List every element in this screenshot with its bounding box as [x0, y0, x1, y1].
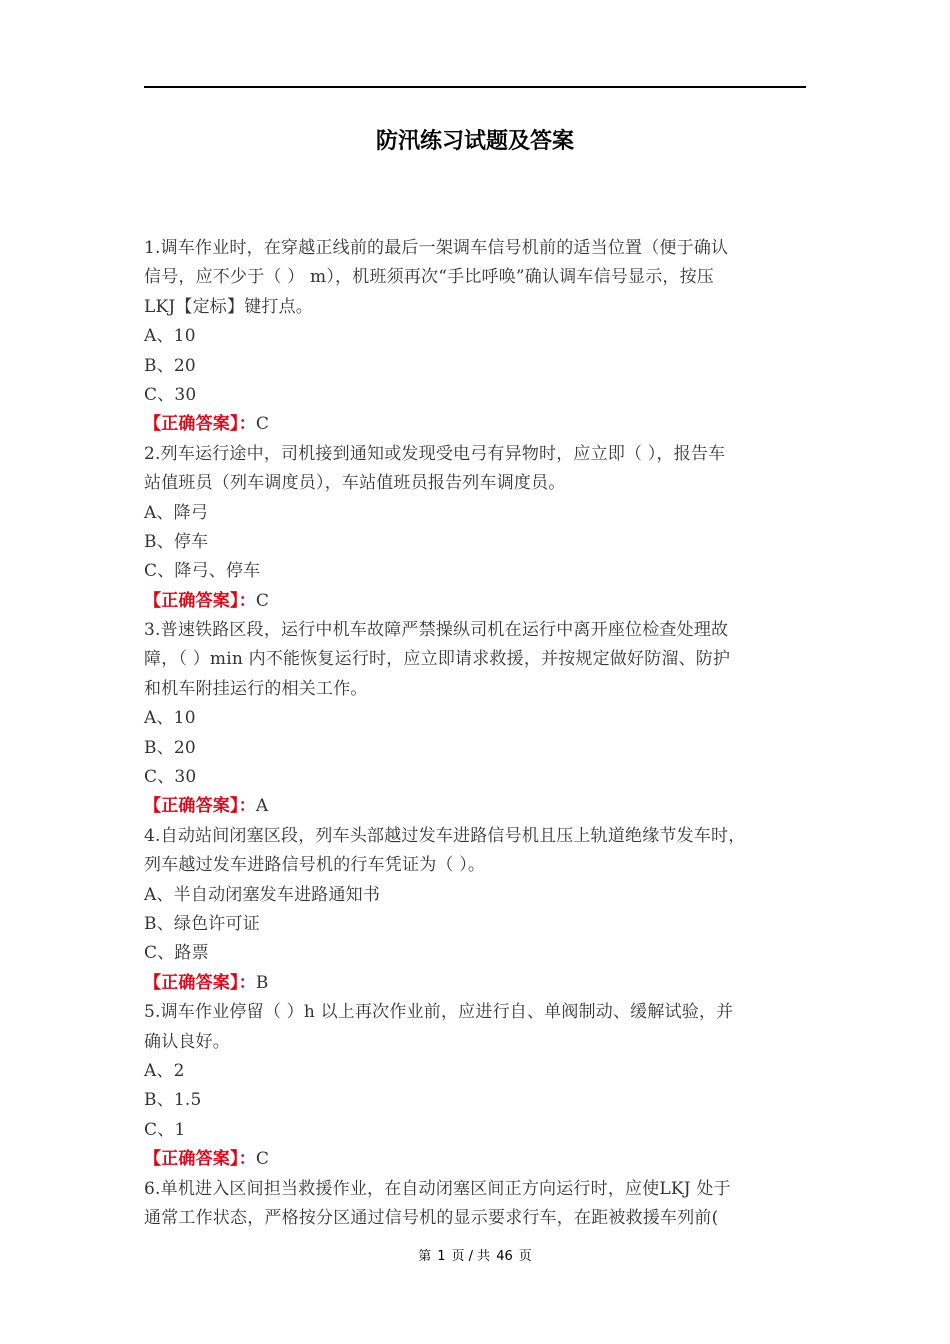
- option-b: B、停车: [144, 531, 209, 552]
- option-b: B、绿色许可证: [144, 913, 260, 934]
- correct-answer: [144, 792, 808, 821]
- correct-answer: [144, 587, 808, 616]
- question-6: [144, 1175, 808, 1234]
- question-stem-line: 2.列车运行途中，司机接到通知或发现受电弓有异物时，应立即（ ），报告车: [144, 443, 726, 464]
- question-stem-line: 信号，应不少于（ ） m），机班须再次“手比呼唤”确认调车信号显示，按压: [144, 267, 715, 288]
- option-c: C、降弓、停车: [144, 561, 261, 582]
- question-stem-line: 障，（ ）min 内不能恢复运行时，应立即请求救援，并按规定做好防溜、防护: [144, 649, 731, 670]
- question-stem-line: LKJ【定标】键打点。: [144, 296, 314, 317]
- option-b: B、1.5: [144, 1090, 202, 1111]
- answer-value: C: [255, 414, 270, 435]
- question-stem-line: 确认良好。: [144, 1031, 230, 1052]
- question-4: [144, 822, 808, 998]
- answer-label: 【正确答案】：: [144, 1149, 256, 1170]
- question-stem-line: 和机车附挂运行的相关工作。: [144, 678, 368, 699]
- question-stem-line: 列车越过发车进路信号机的行车凭证为（ ）。: [144, 855, 486, 876]
- question-1: [144, 234, 808, 440]
- footer-suffix: 页: [518, 1249, 532, 1264]
- question-stem-line: 站值班员（列车调度员），车站值班员报告列车调度员。: [144, 473, 566, 494]
- option-c: C、1: [144, 1119, 186, 1140]
- answer-label: 【正确答案】：: [144, 796, 256, 817]
- question-stem-line: 6.单机进入区间担当救援作业，在自动闭塞区间正方向运行时，应使LKJ 处于: [144, 1178, 731, 1199]
- answer-value: B: [255, 972, 269, 993]
- answer-label: 【正确答案】：: [144, 414, 256, 435]
- option-b: B、20: [144, 355, 196, 376]
- answer-label: 【正确答案】：: [144, 590, 256, 611]
- question-stem-line: 5.调车作业停留（ ）h 以上再次作业前，应进行自、单阀制动、缓解试验，并: [144, 1002, 734, 1023]
- page-title: 防汛练习试题及答案: [375, 128, 574, 154]
- current-page-number: 1: [437, 1249, 446, 1264]
- option-c: C、路票: [144, 943, 209, 964]
- question-3: [144, 616, 808, 822]
- question-list: [144, 234, 808, 1233]
- option-a: A、半自动闭塞发车进路通知书: [144, 884, 381, 905]
- option-c: C、30: [144, 384, 197, 405]
- header-rule: [144, 86, 806, 88]
- question-stem-line: 3.普速铁路区段，运行中机车故障严禁操纵司机在运行中离开座位检查处理故: [144, 620, 729, 641]
- option-c: C、30: [144, 767, 197, 788]
- answer-value: C: [255, 1149, 270, 1170]
- answer-label: 【正确答案】：: [144, 972, 256, 993]
- question-5: [144, 998, 808, 1174]
- total-pages: 46: [496, 1249, 513, 1264]
- question-stem-line: 4.自动站间闭塞区段，列车头部越过发车进路信号机且压上轨道绝缘节发车时，: [144, 825, 746, 846]
- footer-mid: 页 / 共: [451, 1249, 491, 1264]
- answer-value: C: [255, 590, 270, 611]
- correct-answer: [144, 969, 808, 998]
- option-a: A、降弓: [144, 502, 209, 523]
- option-a: A、10: [144, 326, 196, 347]
- question-stem-line: 通常工作状态，严格按分区通过信号机的显示要求行车，在距被救援车列前(: [144, 1207, 719, 1228]
- question-2: [144, 440, 808, 616]
- question-stem-line: 1.调车作业时，在穿越正线前的最后一架调车信号机前的适当位置（便于确认: [144, 238, 729, 258]
- option-a: A、2: [144, 1060, 185, 1081]
- answer-value: A: [255, 796, 269, 817]
- correct-answer: [144, 410, 808, 439]
- option-a: A、10: [144, 708, 196, 729]
- footer-prefix: 第: [418, 1249, 432, 1264]
- page-footer: [0, 1245, 950, 1264]
- correct-answer: [144, 1145, 808, 1174]
- option-b: B、20: [144, 737, 196, 758]
